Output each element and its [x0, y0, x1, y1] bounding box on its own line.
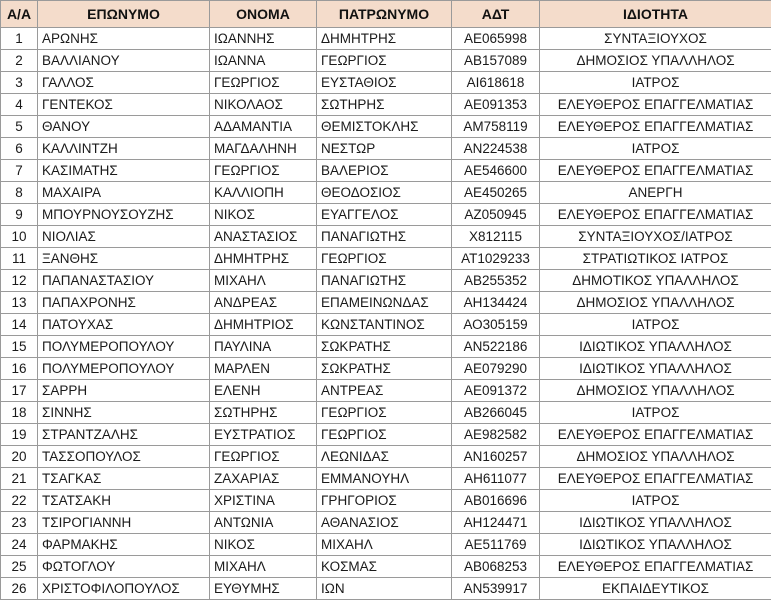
surname-cell: ΒΑΛΛΙΑΝΟΥ: [38, 50, 210, 72]
profession-cell: ΙΔΙΩΤΙΚΟΣ ΥΠΑΛΛΗΛΟΣ: [540, 512, 771, 534]
table-row: [1, 336, 771, 358]
fathers-name-cell: ΠΑΝΑΓΙΩΤΗΣ: [317, 270, 452, 292]
name-cell: ΕΛΕΝΗ: [210, 380, 317, 402]
surname-cell: ΠΟΛΥΜΕΡΟΠΟΥΛΟΥ: [38, 358, 210, 380]
table-body: [1, 28, 771, 600]
surname-cell: ΤΣΙΡΟΓΙΑΝΝΗ: [38, 512, 210, 534]
name-cell: ΑΝΤΩΝΙΑ: [210, 512, 317, 534]
name-cell: ΜΙΧΑΗΛ: [210, 556, 317, 578]
id-number-cell: ΑΕ079290: [452, 358, 540, 380]
header-fathers-name: ΠΑΤΡΩΝΥΜΟ: [317, 1, 452, 28]
table-row: [1, 380, 771, 402]
fathers-name-cell: ΘΕΟΔΟΣΙΟΣ: [317, 182, 452, 204]
id-number-cell: ΑΕ546600: [452, 160, 540, 182]
table-row: [1, 358, 771, 380]
id-number-cell: ΑΕ511769: [452, 534, 540, 556]
id-number-cell: ΑΒ016696: [452, 490, 540, 512]
id-number-cell: ΑΒ068253: [452, 556, 540, 578]
surname-cell: ΓΕΝΤΕΚΟΣ: [38, 94, 210, 116]
surname-cell: ΣΤΡΑΝΤΖΑΛΗΣ: [38, 424, 210, 446]
surname-cell: ΜΠΟΥΡΝΟΥΣΟΥΖΗΣ: [38, 204, 210, 226]
profession-cell: ΔΗΜΟΣΙΟΣ ΥΠΑΛΛΗΛΟΣ: [540, 380, 771, 402]
table-row: [1, 556, 771, 578]
header-aa: Α/Α: [1, 1, 38, 28]
profession-cell: ΣΥΝΤΑΞΙΟΥΧΟΣ: [540, 28, 771, 50]
row-number-cell: 11: [1, 248, 38, 270]
name-cell: ΖΑΧΑΡΙΑΣ: [210, 468, 317, 490]
surname-cell: ΦΑΡΜΑΚΗΣ: [38, 534, 210, 556]
surname-cell: ΚΑΣΙΜΑΤΗΣ: [38, 160, 210, 182]
row-number-cell: 20: [1, 446, 38, 468]
profession-cell: ΙΑΤΡΟΣ: [540, 72, 771, 94]
fathers-name-cell: ΓΕΩΡΓΙΟΣ: [317, 248, 452, 270]
id-number-cell: ΑΗ124471: [452, 512, 540, 534]
surname-cell: ΝΙΟΛΙΑΣ: [38, 226, 210, 248]
id-number-cell: ΑΕ450265: [452, 182, 540, 204]
name-cell: ΙΩΑΝΝΗΣ: [210, 28, 317, 50]
surname-cell: ΦΩΤΟΓΛΟΥ: [38, 556, 210, 578]
profession-cell: ΙΔΙΩΤΙΚΟΣ ΥΠΑΛΛΗΛΟΣ: [540, 358, 771, 380]
name-cell: ΜΑΡΛΕΝ: [210, 358, 317, 380]
profession-cell: ΙΔΙΩΤΙΚΟΣ ΥΠΑΛΛΗΛΟΣ: [540, 336, 771, 358]
name-cell: ΚΑΛΛΙΟΠΗ: [210, 182, 317, 204]
row-number-cell: 1: [1, 28, 38, 50]
id-number-cell: ΑΙ618618: [452, 72, 540, 94]
table-row: [1, 248, 771, 270]
table-row: [1, 512, 771, 534]
name-cell: ΓΕΩΡΓΙΟΣ: [210, 160, 317, 182]
surname-cell: ΤΣΑΤΣΑΚΗ: [38, 490, 210, 512]
header-name: ΟΝΟΜΑ: [210, 1, 317, 28]
header-row: [1, 1, 771, 28]
row-number-cell: 14: [1, 314, 38, 336]
table-row: [1, 446, 771, 468]
surname-cell: ΣΙΝΝΗΣ: [38, 402, 210, 424]
table-row: [1, 314, 771, 336]
profession-cell: ΔΗΜΟΣΙΟΣ ΥΠΑΛΛΗΛΟΣ: [540, 446, 771, 468]
row-number-cell: 26: [1, 578, 38, 600]
surname-cell: ΠΑΤΟΥΧΑΣ: [38, 314, 210, 336]
row-number-cell: 25: [1, 556, 38, 578]
id-number-cell: ΑΒ255352: [452, 270, 540, 292]
table-row: [1, 116, 771, 138]
profession-cell: ΕΛΕΥΘΕΡΟΣ ΕΠΑΓΓΕΛΜΑΤΙΑΣ: [540, 160, 771, 182]
profession-cell: ΙΑΤΡΟΣ: [540, 402, 771, 424]
fathers-name-cell: ΣΩΚΡΑΤΗΣ: [317, 336, 452, 358]
profession-cell: ΙΑΤΡΟΣ: [540, 314, 771, 336]
name-cell: ΕΥΘΥΜΗΣ: [210, 578, 317, 600]
surname-cell: ΚΑΛΛΙΝΤΖΗ: [38, 138, 210, 160]
row-number-cell: 22: [1, 490, 38, 512]
row-number-cell: 2: [1, 50, 38, 72]
name-cell: ΧΡΙΣΤΙΝΑ: [210, 490, 317, 512]
profession-cell: ΕΛΕΥΘΕΡΟΣ ΕΠΑΓΓΕΛΜΑΤΙΑΣ: [540, 204, 771, 226]
row-number-cell: 4: [1, 94, 38, 116]
id-number-cell: ΑΗ611077: [452, 468, 540, 490]
row-number-cell: 24: [1, 534, 38, 556]
row-number-cell: 6: [1, 138, 38, 160]
id-number-cell: ΑΖ050945: [452, 204, 540, 226]
row-number-cell: 7: [1, 160, 38, 182]
name-cell: ΔΗΜΗΤΡΙΟΣ: [210, 314, 317, 336]
table-header: [1, 1, 771, 28]
surname-cell: ΠΑΠΑΝΑΣΤΑΣΙΟΥ: [38, 270, 210, 292]
table-row: [1, 226, 771, 248]
id-number-cell: ΑΕ091353: [452, 94, 540, 116]
name-cell: ΑΔΑΜΑΝΤΙΑ: [210, 116, 317, 138]
table-row: [1, 138, 771, 160]
fathers-name-cell: ΣΩΤΗΡΗΣ: [317, 94, 452, 116]
fathers-name-cell: ΚΩΝΣΤΑΝΤΙΝΟΣ: [317, 314, 452, 336]
name-cell: ΑΝΑΣΤΑΣΙΟΣ: [210, 226, 317, 248]
row-number-cell: 19: [1, 424, 38, 446]
fathers-name-cell: ΑΘΑΝΑΣΙΟΣ: [317, 512, 452, 534]
table-row: [1, 182, 771, 204]
table-row: [1, 578, 771, 600]
profession-cell: ΔΗΜΟΤΙΚΟΣ ΥΠΑΛΛΗΛΟΣ: [540, 270, 771, 292]
surname-cell: ΠΑΠΑΧΡΟΝΗΣ: [38, 292, 210, 314]
id-number-cell: ΑΒ157089: [452, 50, 540, 72]
table-row: [1, 534, 771, 556]
surname-cell: ΠΟΛΥΜΕΡΟΠΟΥΛΟΥ: [38, 336, 210, 358]
row-number-cell: 23: [1, 512, 38, 534]
name-cell: ΓΕΩΡΓΙΟΣ: [210, 72, 317, 94]
id-number-cell: ΑΕ065998: [452, 28, 540, 50]
profession-cell: ΙΑΤΡΟΣ: [540, 138, 771, 160]
table-row: [1, 94, 771, 116]
name-cell: ΠΑΥΛΙΝΑ: [210, 336, 317, 358]
fathers-name-cell: ΘΕΜΙΣΤΟΚΛΗΣ: [317, 116, 452, 138]
fathers-name-cell: ΕΥΑΓΓΕΛΟΣ: [317, 204, 452, 226]
fathers-name-cell: ΒΑΛΕΡΙΟΣ: [317, 160, 452, 182]
row-number-cell: 10: [1, 226, 38, 248]
id-number-cell: Χ812115: [452, 226, 540, 248]
header-id-number: ΑΔΤ: [452, 1, 540, 28]
row-number-cell: 5: [1, 116, 38, 138]
table-row: [1, 468, 771, 490]
id-number-cell: ΑΜ758119: [452, 116, 540, 138]
name-cell: ΝΙΚΟΛΑΟΣ: [210, 94, 317, 116]
surname-cell: ΞΑΝΘΗΣ: [38, 248, 210, 270]
name-cell: ΝΙΚΟΣ: [210, 534, 317, 556]
id-number-cell: ΑΟ305159: [452, 314, 540, 336]
id-number-cell: ΑΝ539917: [452, 578, 540, 600]
table-row: [1, 50, 771, 72]
id-number-cell: ΑΝ224538: [452, 138, 540, 160]
profession-cell: ΑΝΕΡΓΗ: [540, 182, 771, 204]
fathers-name-cell: ΓΕΩΡΓΙΟΣ: [317, 424, 452, 446]
row-number-cell: 13: [1, 292, 38, 314]
id-number-cell: ΑΤ1029233: [452, 248, 540, 270]
fathers-name-cell: ΓΕΩΡΓΙΟΣ: [317, 50, 452, 72]
surname-cell: ΧΡΙΣΤΟΦΙΛΟΠΟΥΛΟΣ: [38, 578, 210, 600]
table-row: [1, 204, 771, 226]
profession-cell: ΔΗΜΟΣΙΟΣ ΥΠΑΛΛΗΛΟΣ: [540, 292, 771, 314]
row-number-cell: 9: [1, 204, 38, 226]
surname-cell: ΣΑΡΡΗ: [38, 380, 210, 402]
row-number-cell: 17: [1, 380, 38, 402]
id-number-cell: ΑΒ266045: [452, 402, 540, 424]
fathers-name-cell: ΔΗΜΗΤΡΗΣ: [317, 28, 452, 50]
header-surname: ΕΠΩΝΥΜΟ: [38, 1, 210, 28]
table-row: [1, 270, 771, 292]
profession-cell: ΕΚΠΑΙΔΕΥΤΙΚΟΣ: [540, 578, 771, 600]
header-profession: ΙΔΙΟΤΗΤΑ: [540, 1, 771, 28]
table-row: [1, 72, 771, 94]
name-cell: ΕΥΣΤΡΑΤΙΟΣ: [210, 424, 317, 446]
surname-cell: ΓΑΛΛΟΣ: [38, 72, 210, 94]
profession-cell: ΣΤΡΑΤΙΩΤΙΚΟΣ ΙΑΤΡΟΣ: [540, 248, 771, 270]
name-cell: ΜΑΓΔΑΛΗΝΗ: [210, 138, 317, 160]
fathers-name-cell: ΙΩΝ: [317, 578, 452, 600]
name-cell: ΙΩΑΝΝΑ: [210, 50, 317, 72]
row-number-cell: 16: [1, 358, 38, 380]
surname-cell: ΘΑΝΟΥ: [38, 116, 210, 138]
surname-cell: ΑΡΩΝΗΣ: [38, 28, 210, 50]
fathers-name-cell: ΕΠΑΜΕΙΝΩΝΔΑΣ: [317, 292, 452, 314]
table-row: [1, 28, 771, 50]
profession-cell: ΕΛΕΥΘΕΡΟΣ ΕΠΑΓΓΕΛΜΑΤΙΑΣ: [540, 468, 771, 490]
id-number-cell: ΑΗ134424: [452, 292, 540, 314]
table-row: [1, 160, 771, 182]
row-number-cell: 8: [1, 182, 38, 204]
surname-cell: ΤΑΣΣΟΠΟΥΛΟΣ: [38, 446, 210, 468]
name-cell: ΜΙΧΑΗΛ: [210, 270, 317, 292]
fathers-name-cell: ΜΙΧΑΗΛ: [317, 534, 452, 556]
profession-cell: ΙΑΤΡΟΣ: [540, 490, 771, 512]
fathers-name-cell: ΓΡΗΓΟΡΙΟΣ: [317, 490, 452, 512]
table-row: [1, 490, 771, 512]
surname-cell: ΤΣΑΓΚΑΣ: [38, 468, 210, 490]
id-number-cell: ΑΝ522186: [452, 336, 540, 358]
row-number-cell: 12: [1, 270, 38, 292]
row-number-cell: 15: [1, 336, 38, 358]
profession-cell: ΕΛΕΥΘΕΡΟΣ ΕΠΑΓΓΕΛΜΑΤΙΑΣ: [540, 116, 771, 138]
row-number-cell: 3: [1, 72, 38, 94]
profession-cell: ΙΔΙΩΤΙΚΟΣ ΥΠΑΛΛΗΛΟΣ: [540, 534, 771, 556]
name-cell: ΣΩΤΗΡΗΣ: [210, 402, 317, 424]
fathers-name-cell: ΓΕΩΡΓΙΟΣ: [317, 402, 452, 424]
table-row: [1, 424, 771, 446]
surname-cell: ΜΑΧΑΙΡΑ: [38, 182, 210, 204]
id-number-cell: ΑΕ982582: [452, 424, 540, 446]
table-row: [1, 292, 771, 314]
fathers-name-cell: ΝΕΣΤΩΡ: [317, 138, 452, 160]
profession-cell: ΕΛΕΥΘΕΡΟΣ ΕΠΑΓΓΕΛΜΑΤΙΑΣ: [540, 94, 771, 116]
name-cell: ΑΝΔΡΕΑΣ: [210, 292, 317, 314]
fathers-name-cell: ΠΑΝΑΓΙΩΤΗΣ: [317, 226, 452, 248]
fathers-name-cell: ΚΟΣΜΑΣ: [317, 556, 452, 578]
fathers-name-cell: ΕΜΜΑΝΟΥΗΛ: [317, 468, 452, 490]
profession-cell: ΔΗΜΟΣΙΟΣ ΥΠΑΛΛΗΛΟΣ: [540, 50, 771, 72]
profession-cell: ΕΛΕΥΘΕΡΟΣ ΕΠΑΓΓΕΛΜΑΤΙΑΣ: [540, 424, 771, 446]
profession-cell: ΣΥΝΤΑΞΙΟΥΧΟΣ/ΙΑΤΡΟΣ: [540, 226, 771, 248]
fathers-name-cell: ΛΕΩΝΙΔΑΣ: [317, 446, 452, 468]
row-number-cell: 18: [1, 402, 38, 424]
fathers-name-cell: ΑΝΤΡΕΑΣ: [317, 380, 452, 402]
id-number-cell: ΑΝ160257: [452, 446, 540, 468]
table-row: [1, 402, 771, 424]
row-number-cell: 21: [1, 468, 38, 490]
name-cell: ΓΕΩΡΓΙΟΣ: [210, 446, 317, 468]
profession-cell: ΕΛΕΥΘΕΡΟΣ ΕΠΑΓΓΕΛΜΑΤΙΑΣ: [540, 556, 771, 578]
name-cell: ΔΗΜΗΤΡΗΣ: [210, 248, 317, 270]
fathers-name-cell: ΕΥΣΤΑΘΙΟΣ: [317, 72, 452, 94]
fathers-name-cell: ΣΩΚΡΑΤΗΣ: [317, 358, 452, 380]
name-cell: ΝΙΚΟΣ: [210, 204, 317, 226]
id-number-cell: ΑΕ091372: [452, 380, 540, 402]
